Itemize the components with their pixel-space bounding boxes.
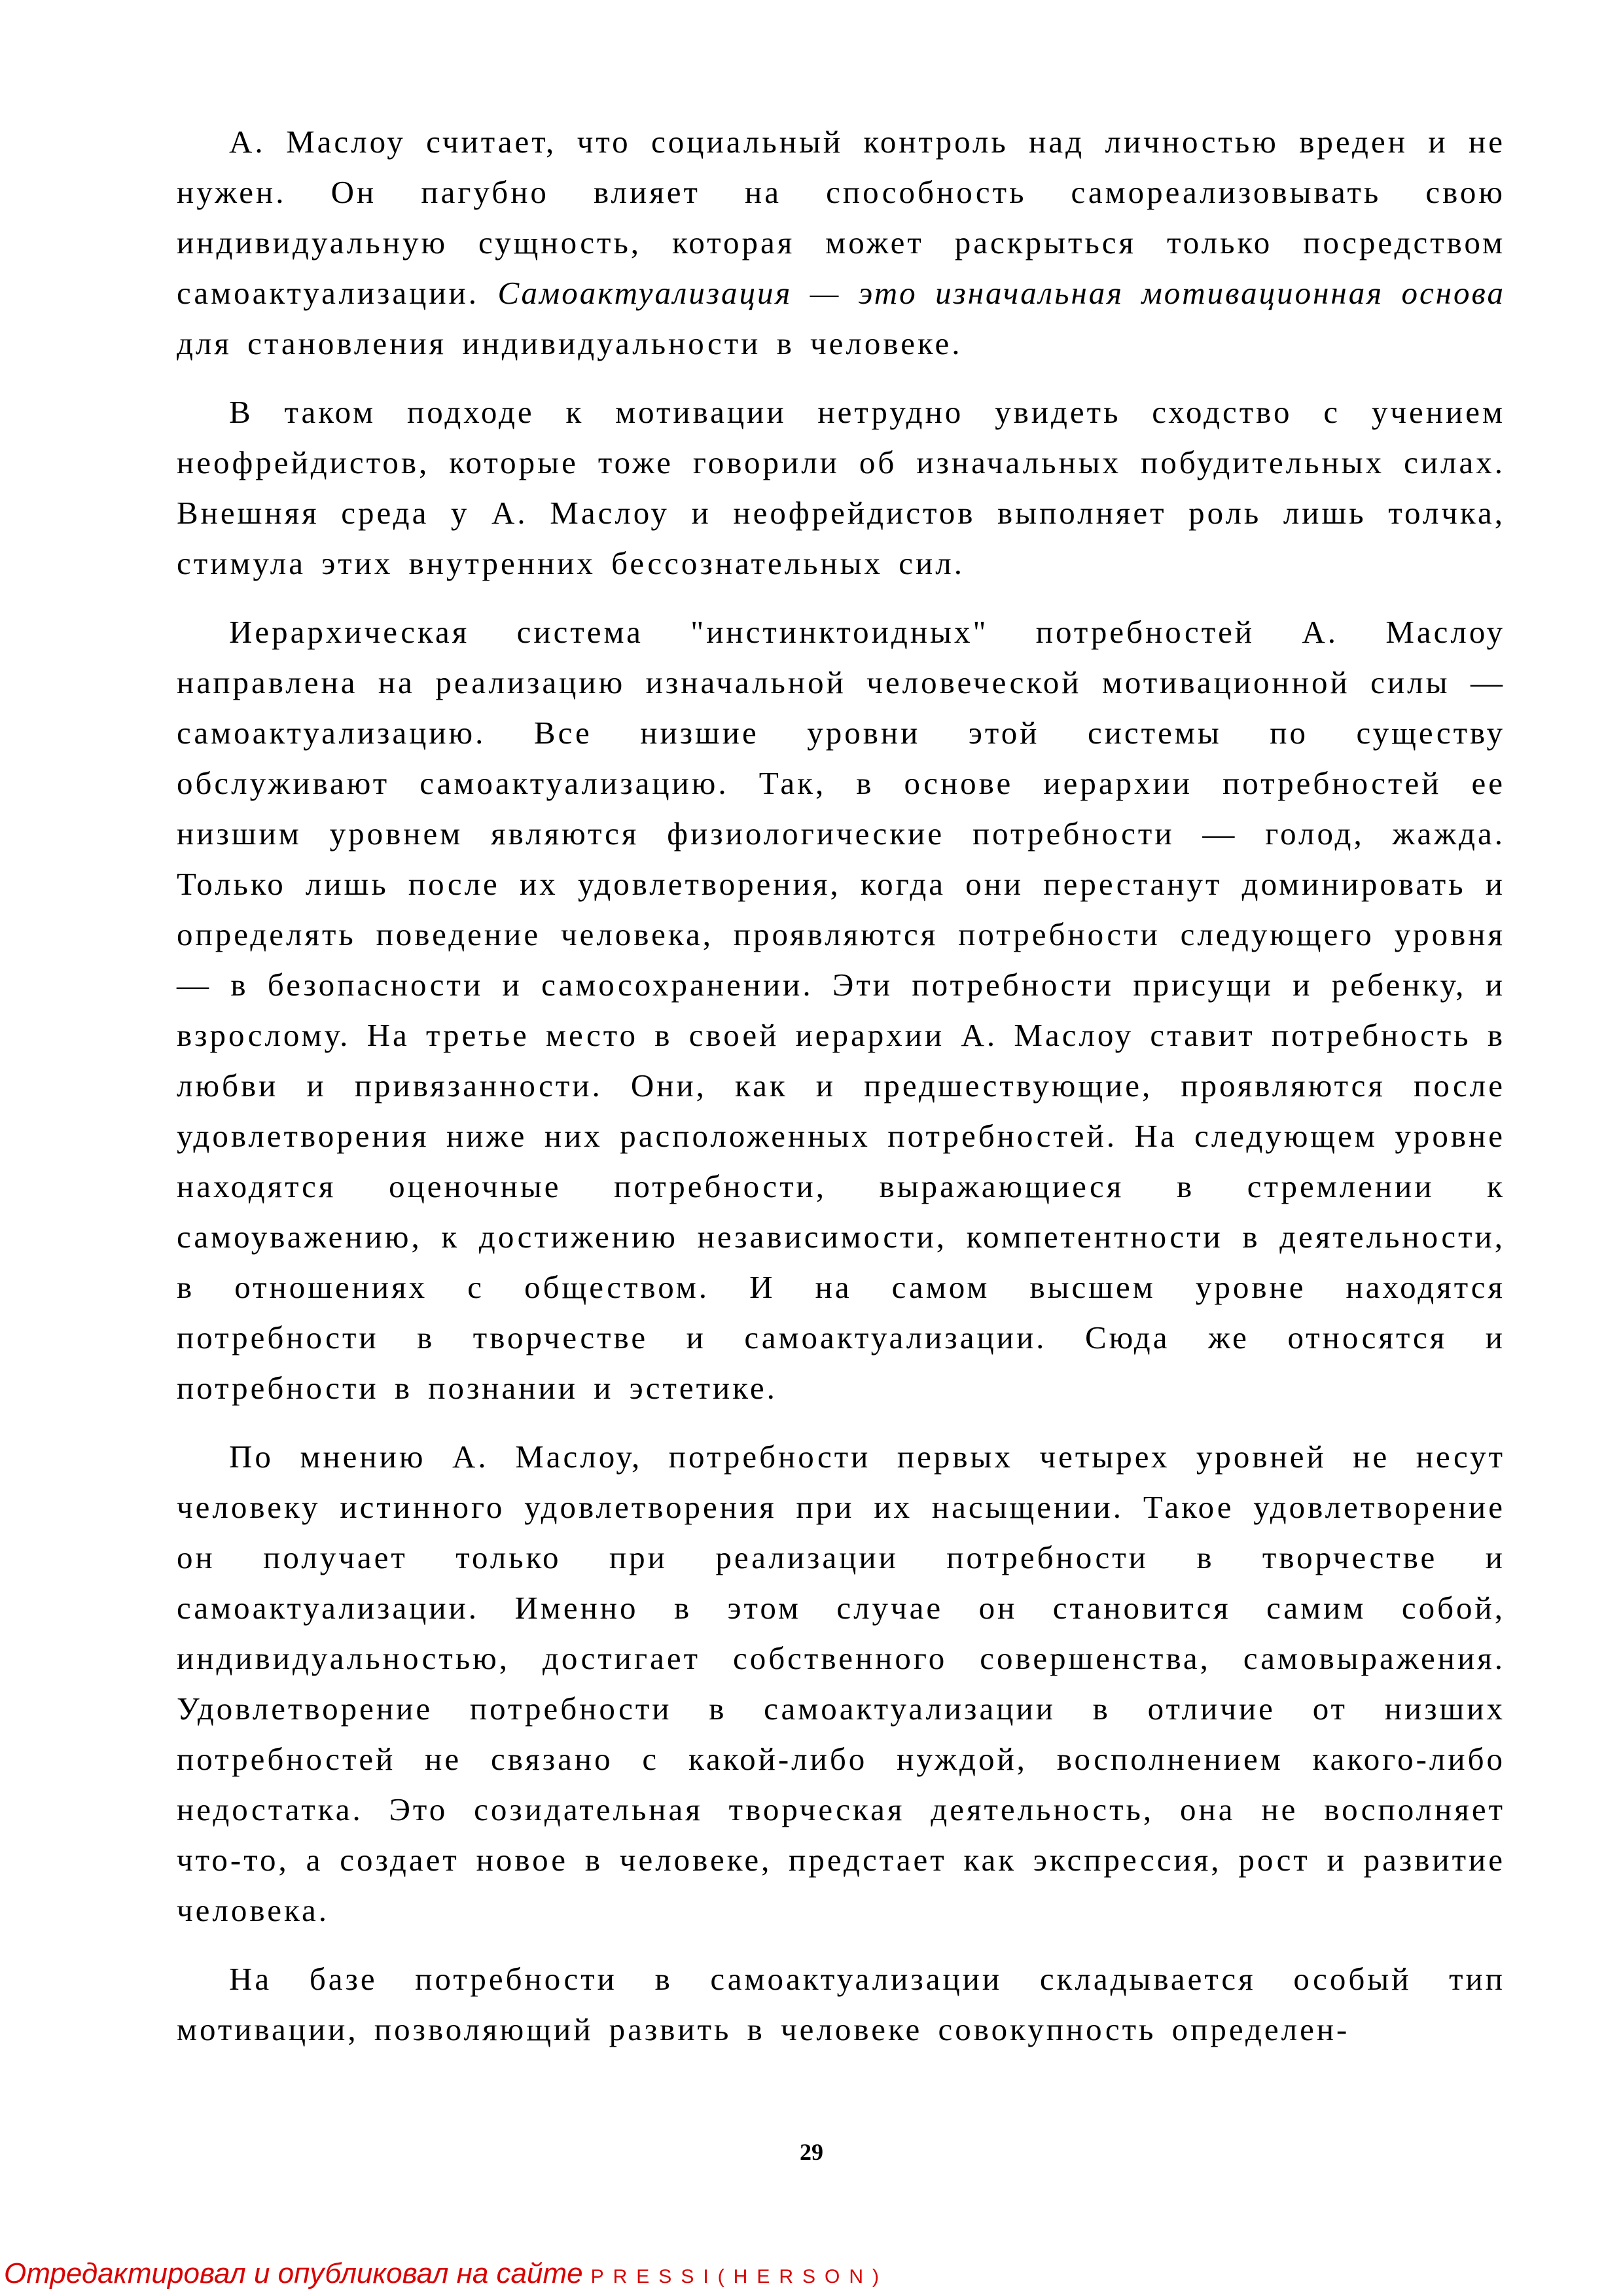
footer-site-name[interactable]: PRESSI(HERSON) (590, 2266, 888, 2287)
paragraph-5-text: На базе потребности в самоактуализации складывается особый тип мотивации, позволяющий развить в человеке совокупность определен- (177, 1961, 1505, 2047)
paragraph-1-italic-definition: Самоактуализация — это изначальная мотивационная основа (497, 275, 1505, 311)
page-number: 29 (800, 2139, 823, 2165)
paragraph-1-text-b: для становления индивидуальности в человеке. (177, 325, 963, 361)
paragraph-2 (177, 387, 1505, 588)
footer-credit (4, 2257, 888, 2294)
footer-credit-text: Отредактировал и опубликовал на сайте (4, 2257, 583, 2289)
paragraph-3 (177, 607, 1505, 1413)
paragraph-5 (177, 1954, 1505, 2054)
paragraph-1 (177, 117, 1505, 368)
paragraph-4-text: По мнению А. Маслоу, потребности первых четырех уровней не несут человеку истинного удовлетворения при их насыщении. Такое удовлетворение он получает только при реализации потребности в творчестве и самоактуализации. Именно в этом случае он становится самим собой, индивидуальностью, достигает собственного совершенства, самовыражения. Удовлетворение потребности в самоактуализации в отличие от низших потребностей не связано с какой-либо нуждой, восполнением какого-либо недостатка. Это созидательная творческая деятельность, она не восполняет что-то, а создает новое в человеке, предстает как экспрессия, рост и развитие человека. (177, 1439, 1505, 1928)
paragraph-3-text: Иерархическая система "инстинктоидных" потребностей А. Маслоу направлена на реализацию изначальной человеческой мотивационной силы — самоактуализацию. Все низшие уровни этой системы по существу обслуживают самоактуализацию. Так, в основе иерархии потребностей ее низшим уровнем являются физиологические потребности — голод, жажда. Только лишь после их удовлетворения, когда они перестанут доминировать и определять поведение человека, проявляются потребности следующего уровня — в безопасности и самосохранении. Эти потребности присущи и ребенку, и взрослому. На третье место в своей иерархии А. Маслоу ставит потребность в любви и привязанности. Они, как и предшествующие, проявляются после удовлетворения ниже них расположенных потребностей. На следующем уровне находятся оценочные потребности, выражающиеся в стремлении к самоуважению, к достижению независимости, компетентности в деятельности, в отношениях с обществом. И на самом высшем уровне находятся потребности в творчестве и самоактуализации. Сюда же относятся и потребности в познании и эстетике. (177, 614, 1505, 1406)
paragraph-2-text: В таком подходе к мотивации нетрудно увидеть сходство с учением неофрейдистов, которые тоже говорили об изначальных побудительных силах. Внешняя среда у А. Маслоу и неофрейдистов выполняет роль лишь толчка, стимула этих внутренних бессознательных сил. (177, 394, 1505, 581)
paragraph-4 (177, 1431, 1505, 1935)
page-body (177, 117, 1505, 2073)
paragraph-1-text-a: А. Маслоу считает, что социальный контроль над личностью вреден и не нужен. Он пагубно влияет на способность самореализовывать свою индивидуальную сущность, которая может раскрыться только посредством самоактуализации. (177, 124, 1505, 311)
